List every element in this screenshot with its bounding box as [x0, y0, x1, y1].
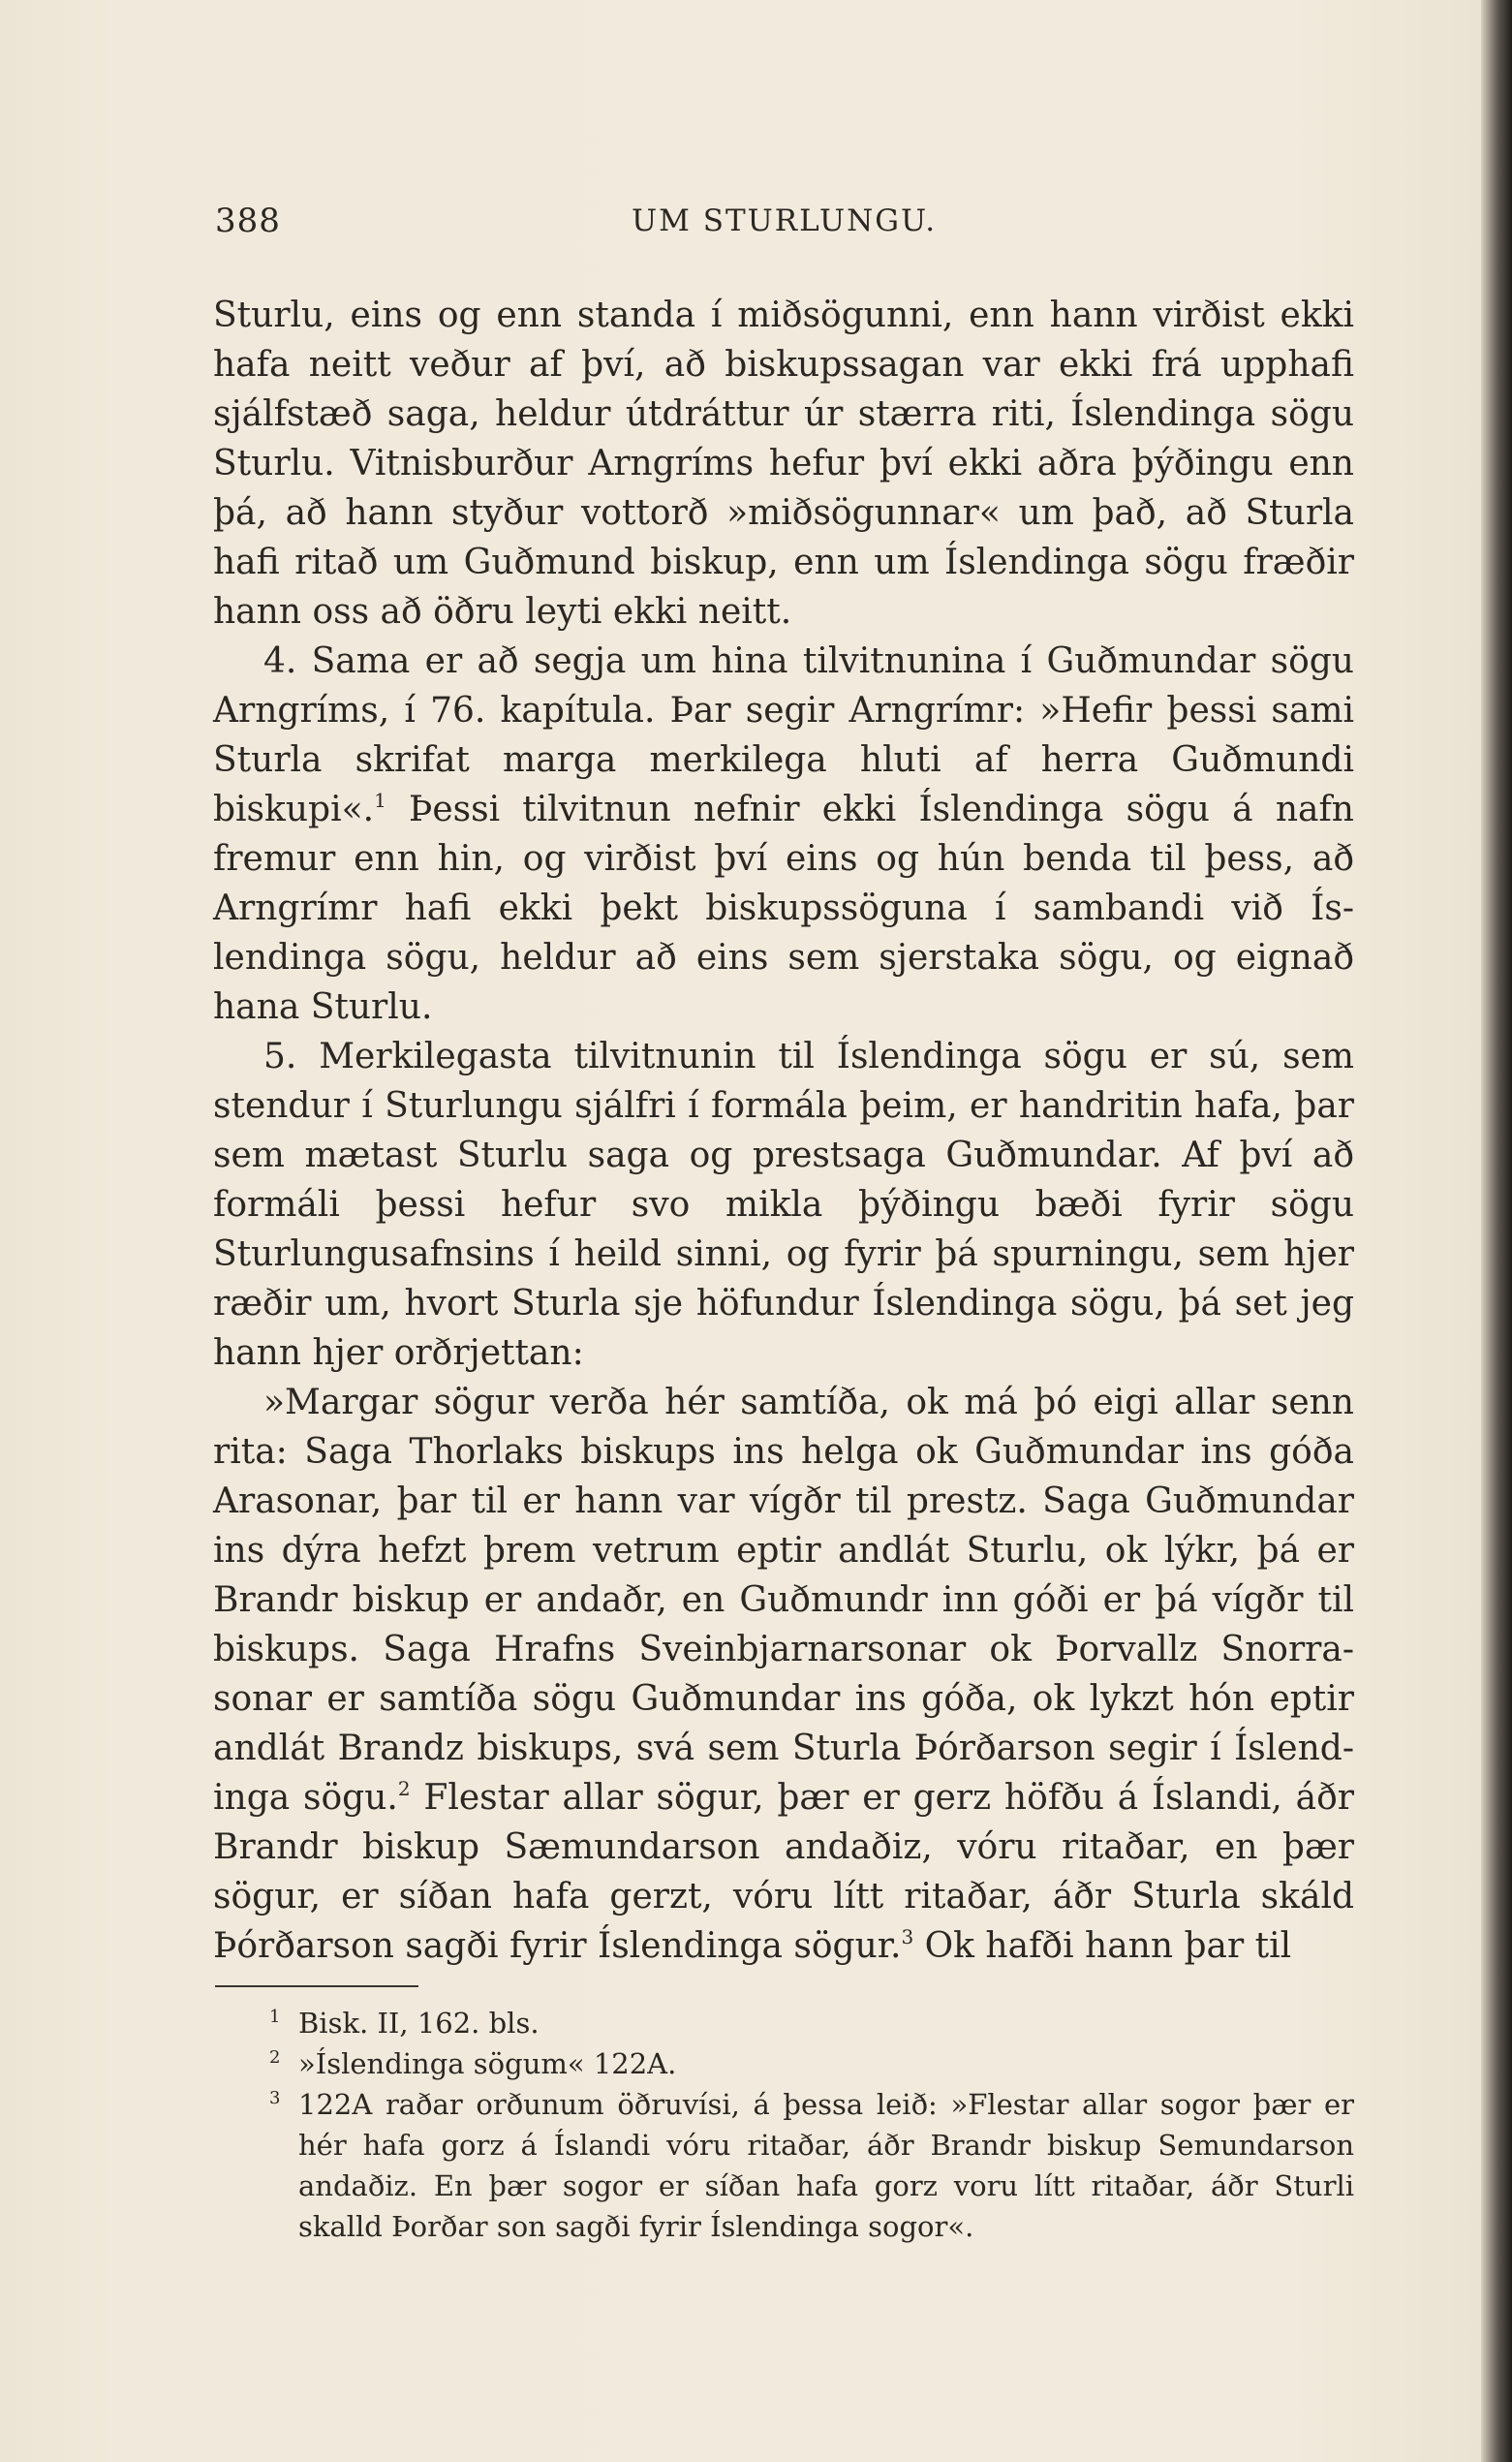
footnote-1 [269, 2003, 1354, 2043]
paragraph-4 [213, 637, 1354, 1032]
paragraph-continuation: Sturlu, eins og enn standa í miðsögunni, enn hann virðist ekki hafa neitt veður af því, að biskupssagan var ekki frá upphafi sjálfstæð saga, heldur útdráttur úr stærra riti, Íslendinga sögu Sturlu. Vitnisburður Arngríms hefur því ekki aðra þýðingu enn þá, að hann styður vottorð »miðsögunnar« um það, að Sturla hafi ritað um Guðmund biskup, enn um Íslendinga sögu fræðir hann oss að öðru leyti ekki neitt. [213, 296, 1354, 632]
footnote-1-text: Bisk. II, 162. bls. [298, 2007, 540, 2040]
footnote-ref-1[interactable]: 1 [374, 789, 386, 812]
footnote-ref-3[interactable]: 3 [901, 1925, 914, 1948]
quotation-text-cont: Flestar allar sögur, þær er gerz höfðu á Íslandi, áðr Brandr biskup Sæmundarson andaðiz, vóru ritaðar, en þær sögur, er síðan hafa gerzt, vóru lítt ritaðar, áðr Sturla skáld Þórðarson sagði fyrir Íslendinga sögur. [213, 1778, 1354, 1966]
quotation-text-end: Ok hafði hann þar til [913, 1926, 1292, 1966]
paragraph-4-text: 4. Sama er að segja um hina tilvitnunina í Guðmundar sögu Arngríms, í 76. kapítula. Þar segir Arngrímr: »Hefir þessi sami Sturla skrifat marga merkilega hluti af herra Guðmundi biskupi«. [213, 641, 1354, 829]
footnote-1-mark: 1 [269, 2007, 281, 2027]
footnote-2-mark: 2 [269, 2047, 281, 2068]
page-number: 388 [215, 202, 281, 240]
quotation-paragraph [213, 1378, 1354, 1971]
footnote-2 [269, 2043, 1354, 2084]
footnote-ref-2[interactable]: 2 [397, 1777, 411, 1800]
footnote-3-text: 122A raðar orðunum öðruvísi, á þessa leið: »Flestar allar sogor þær er hér hafa gorz á Íslandi vóru ritaðar, áðr Brandr biskup Semundarson andaðiz. En þær sogor er síðan hafa gorz voru lítt ritaðar, áðr Sturli skalld Þorðar son sagði fyrir Íslendinga sogor«. [298, 2088, 1354, 2243]
running-head: UM STURLUNGU. [632, 203, 938, 238]
paragraph-5: 5. Merkilegasta tilvitnunin til Íslendinga sögu er sú, sem stendur í Sturlungu sjálfri í formála þeim, er handritin hafa, þar sem mætast Sturlu saga og prestsaga Guðmundar. Af því að formáli þessi hefur svo mikla þýðingu bæði fyrir sögu Sturlungusafnsins í heild sinni, og fyrir þá spurningu, sem hjer ræðir um, hvort Sturla sje höfundur Íslendinga sögu, þá set jeg hann hjer orðrjettan: [213, 1037, 1354, 1373]
paragraph-4-text-cont: Þessi tilvitnun nefnir ekki Íslendinga sögu á nafn fremur enn hin, og virðist því eins og hún benda til þess, að Arngrímr hafi ekki þekt biskupssöguna í sambandi við Íslendinga sögu, heldur að eins sem sjerstaka sögu, og eignað hana Sturlu. [213, 790, 1354, 1027]
quotation-text: »Margar sögur verða hér samtíða, ok má þó eigi allar senn rita: Saga Thorlaks biskups ins helga ok Guðmundar ins góða Arasonar, þar til er hann var vígðr til prestz. Saga Guðmundar ins dýra hefzt þrem vetrum eptir andlát Sturlu, ok lýkr, þá er Brandr biskup er andaðr, en Guðmundr inn góði er þá vígðr til biskups. Saga Hrafns Sveinbjarnarsonar ok Þorvallz Snorrasonar er samtíða sögu Guðmundar ins góða, ok lykzt hón eptir andlát Brandz biskups, svá sem Sturla Þórðarson segir í Íslendinga sögu. [213, 1383, 1354, 1818]
footnote-3-mark: 3 [269, 2088, 281, 2108]
page-edge-shadow [1481, 0, 1512, 2462]
page-header [215, 202, 1348, 256]
footnotes [269, 2003, 1354, 2247]
footnote-divider [215, 1985, 418, 1987]
footnote-2-text: »Íslendinga sögum« 122A. [298, 2047, 677, 2080]
footnote-3 [269, 2084, 1354, 2247]
body-text [213, 291, 1354, 1971]
